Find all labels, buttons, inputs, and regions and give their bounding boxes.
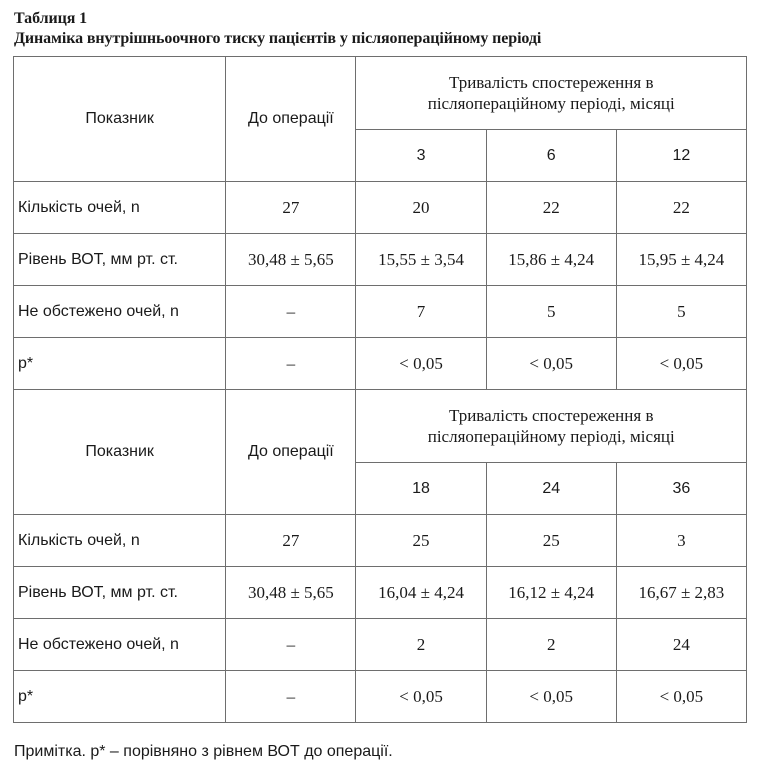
cell: < 0,05 xyxy=(356,338,486,390)
month-header: 18 xyxy=(356,463,486,515)
cell: < 0,05 xyxy=(486,338,616,390)
cell: < 0,05 xyxy=(616,671,746,723)
before-surgery-header: До операції xyxy=(226,390,356,515)
table-row xyxy=(14,286,747,338)
cell: 25 xyxy=(356,515,486,567)
iop-dynamics-table xyxy=(13,56,747,723)
row-label: Не обстежено очей, n xyxy=(14,286,226,338)
row-label: Кількість очей, n xyxy=(14,515,226,567)
duration-header xyxy=(356,390,747,463)
row-label: p* xyxy=(14,671,226,723)
cell: 15,95 ± 4,24 xyxy=(616,234,746,286)
table-caption xyxy=(14,9,759,49)
duration-header-line1: Тривалість спостереження в xyxy=(448,73,654,92)
row-label: Не обстежено очей, n xyxy=(14,619,226,671)
cell: 3 xyxy=(616,515,746,567)
table-row xyxy=(14,234,747,286)
cell: 27 xyxy=(226,182,356,234)
indicator-header: Показник xyxy=(14,57,226,182)
header-row xyxy=(14,57,747,130)
row-label: Рівень ВОТ, мм рт. ст. xyxy=(14,234,226,286)
table-row xyxy=(14,567,747,619)
table-note: Примітка. p* – порівняно з рівнем ВОТ до операції. xyxy=(14,743,393,760)
cell: 24 xyxy=(616,619,746,671)
month-header: 24 xyxy=(486,463,616,515)
cell: 16,67 ± 2,83 xyxy=(616,567,746,619)
duration-header-line2: післяопераційному періоді, місяці xyxy=(427,427,675,446)
table-title: Динаміка внутрішньоочного тиску пацієнтів у післяопераційному періоді xyxy=(14,30,542,47)
cell: 16,04 ± 4,24 xyxy=(356,567,486,619)
header-row xyxy=(14,390,747,463)
table-row xyxy=(14,515,747,567)
cell: 27 xyxy=(226,515,356,567)
before-surgery-header: До операції xyxy=(226,57,356,182)
cell: – xyxy=(226,671,356,723)
cell: – xyxy=(226,286,356,338)
month-header: 36 xyxy=(616,463,746,515)
cell: 30,48 ± 5,65 xyxy=(226,567,356,619)
cell: 2 xyxy=(356,619,486,671)
table-row xyxy=(14,671,747,723)
month-header: 6 xyxy=(486,130,616,182)
cell: 22 xyxy=(616,182,746,234)
table-row xyxy=(14,182,747,234)
duration-header-line2: післяопераційному періоді, місяці xyxy=(427,94,675,113)
cell: 7 xyxy=(356,286,486,338)
cell: 22 xyxy=(486,182,616,234)
cell: – xyxy=(226,619,356,671)
month-header: 3 xyxy=(356,130,486,182)
duration-header-line1: Тривалість спостереження в xyxy=(448,406,654,425)
cell: 25 xyxy=(486,515,616,567)
indicator-header: Показник xyxy=(14,390,226,515)
table-number: Таблиця 1 xyxy=(14,10,88,27)
cell: 5 xyxy=(486,286,616,338)
cell: < 0,05 xyxy=(356,671,486,723)
cell: 30,48 ± 5,65 xyxy=(226,234,356,286)
table-row xyxy=(14,619,747,671)
cell: 15,55 ± 3,54 xyxy=(356,234,486,286)
cell: 16,12 ± 4,24 xyxy=(486,567,616,619)
row-label: Кількість очей, n xyxy=(14,182,226,234)
row-label: p* xyxy=(14,338,226,390)
cell: < 0,05 xyxy=(616,338,746,390)
cell: 2 xyxy=(486,619,616,671)
cell: – xyxy=(226,338,356,390)
row-label: Рівень ВОТ, мм рт. ст. xyxy=(14,567,226,619)
cell: 20 xyxy=(356,182,486,234)
cell: 15,86 ± 4,24 xyxy=(486,234,616,286)
cell: 5 xyxy=(616,286,746,338)
duration-header xyxy=(356,57,747,130)
cell: < 0,05 xyxy=(486,671,616,723)
table-row xyxy=(14,338,747,390)
month-header: 12 xyxy=(616,130,746,182)
